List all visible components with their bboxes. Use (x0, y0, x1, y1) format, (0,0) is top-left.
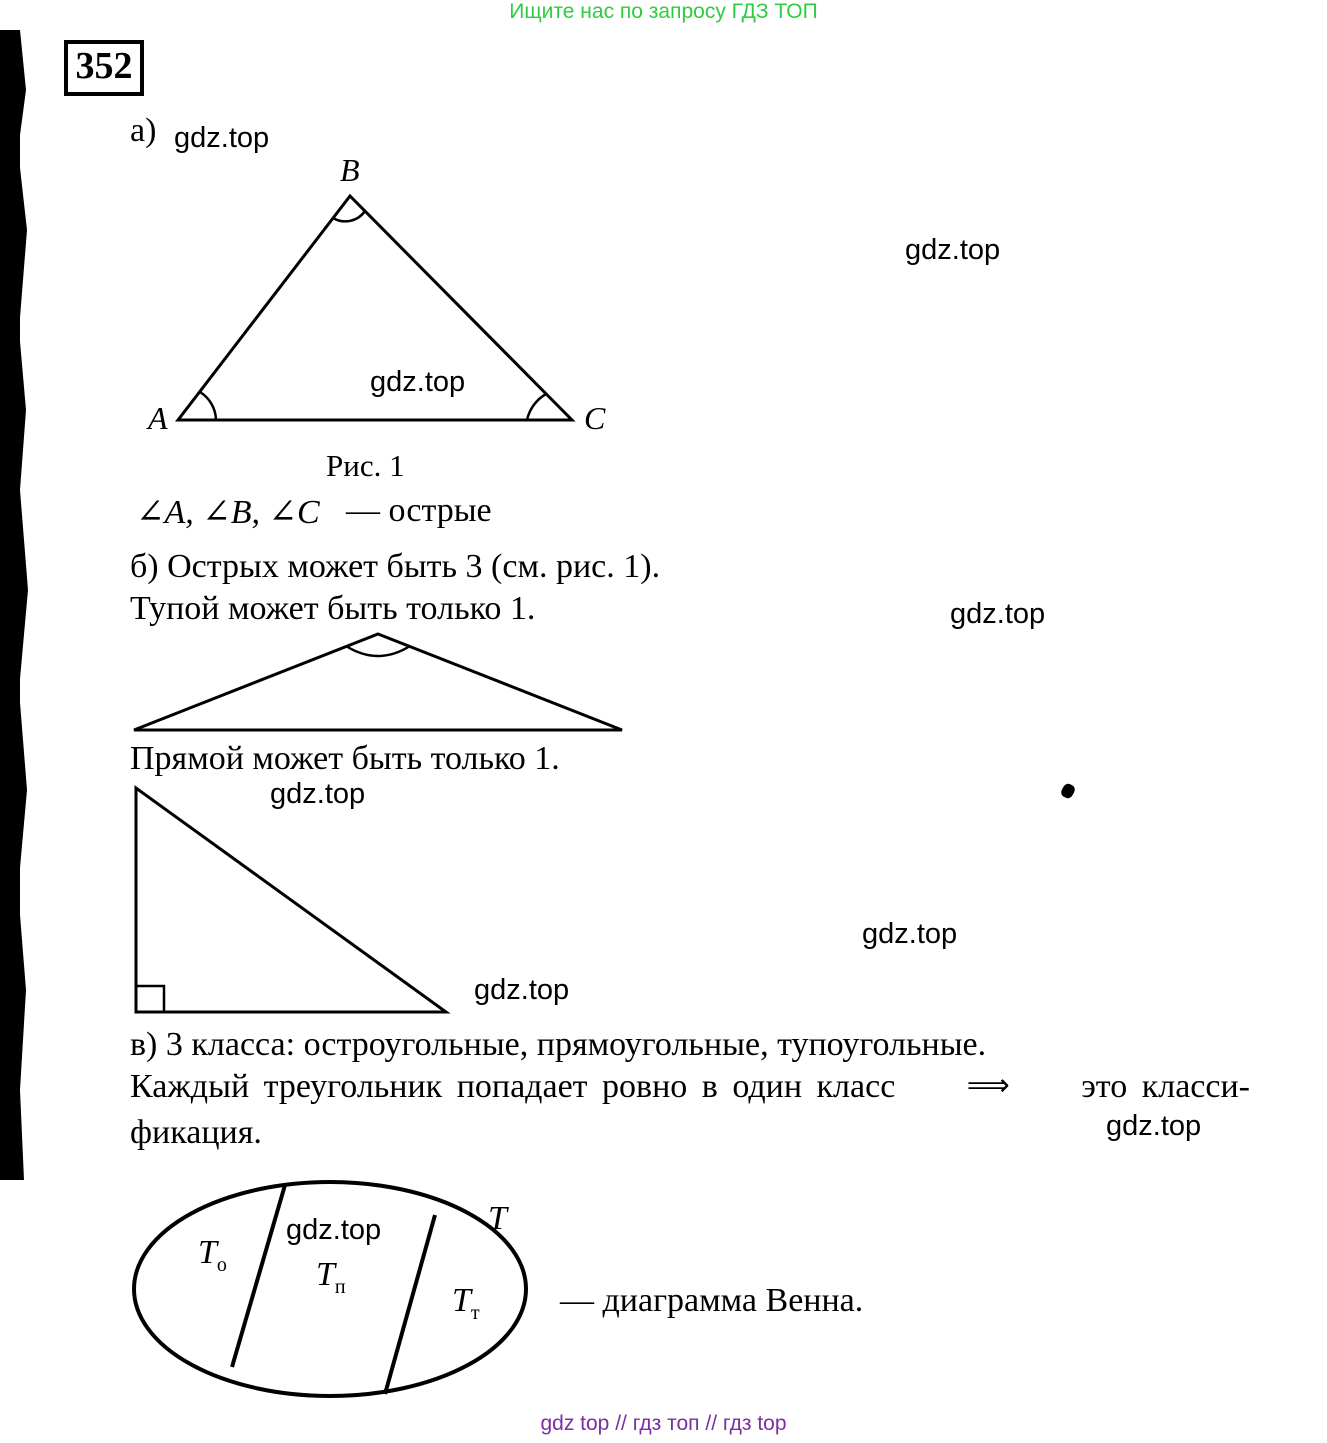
obtuse-triangle (134, 634, 622, 730)
part-c-line3: фикация. (130, 1114, 262, 1151)
angle-arc-c (527, 394, 546, 420)
venn-label-tp: $T_п$ (316, 1256, 346, 1298)
vertex-c-label: C (584, 400, 606, 436)
obtuse-angle-arc (346, 646, 410, 656)
scan-edge-decoration (0, 30, 28, 1180)
watermark: gdz.top (950, 598, 1046, 630)
venn-divider-right (385, 1215, 435, 1394)
acute-triangle-figure (140, 150, 620, 450)
part-c-line2 (130, 1068, 1250, 1106)
venn-label-t: T (488, 1200, 507, 1237)
angle-arc-a (200, 392, 216, 420)
search-banner: Ищите нас по запросу ГДЗ ТОП (509, 0, 818, 23)
obtuse-triangle-figure (130, 626, 630, 738)
problem-number: 352 (75, 45, 133, 87)
implies-arrow-icon: ⟹ (966, 1068, 1010, 1103)
ink-speck (1059, 782, 1076, 800)
right-triangle (136, 788, 446, 1012)
part-c-line2-right: это класси- (1081, 1068, 1250, 1105)
angles-suffix: — острые (346, 492, 492, 529)
venn-divider-left (232, 1185, 285, 1367)
footer-links: gdz top // гдз топ // гдз top (540, 1412, 787, 1435)
part-c-line1: в) 3 класса: остроугольные, прямоугольные, тупоугольные. (130, 1026, 987, 1063)
venn-label-to: $T_о$ (198, 1234, 227, 1276)
watermark: gdz.top (1106, 1110, 1202, 1142)
vertex-a-label: A (148, 400, 168, 436)
watermark: gdz.top (862, 918, 958, 950)
part-c-line2-left: Каждый треугольник попадает ровно в один класс (130, 1068, 896, 1105)
part-b-line1: б) Острых может быть 3 (см. рис. 1). (130, 548, 661, 585)
right-angle-mark (136, 986, 164, 1012)
watermark: gdz.top (174, 122, 270, 154)
watermark: gdz.top (474, 974, 570, 1006)
figure-caption: Рис. 1 (326, 448, 405, 483)
vertex-b-label: B (340, 152, 360, 188)
venn-label-tt: $T_т$ (452, 1282, 480, 1324)
right-triangle-figure (128, 780, 458, 1020)
watermark: gdz.top (370, 366, 466, 398)
venn-caption: — диаграмма Венна. (560, 1282, 864, 1319)
part-a-label: а) (130, 112, 157, 149)
watermark: gdz.top (905, 234, 1001, 266)
watermark: gdz.top (270, 778, 366, 810)
part-b-line3: Прямой может быть только 1. (130, 740, 560, 777)
angles-list: ∠A, ∠B, ∠C (136, 494, 320, 531)
watermark: gdz.top (286, 1214, 382, 1246)
part-b-line2: Тупой может быть только 1. (130, 590, 536, 627)
